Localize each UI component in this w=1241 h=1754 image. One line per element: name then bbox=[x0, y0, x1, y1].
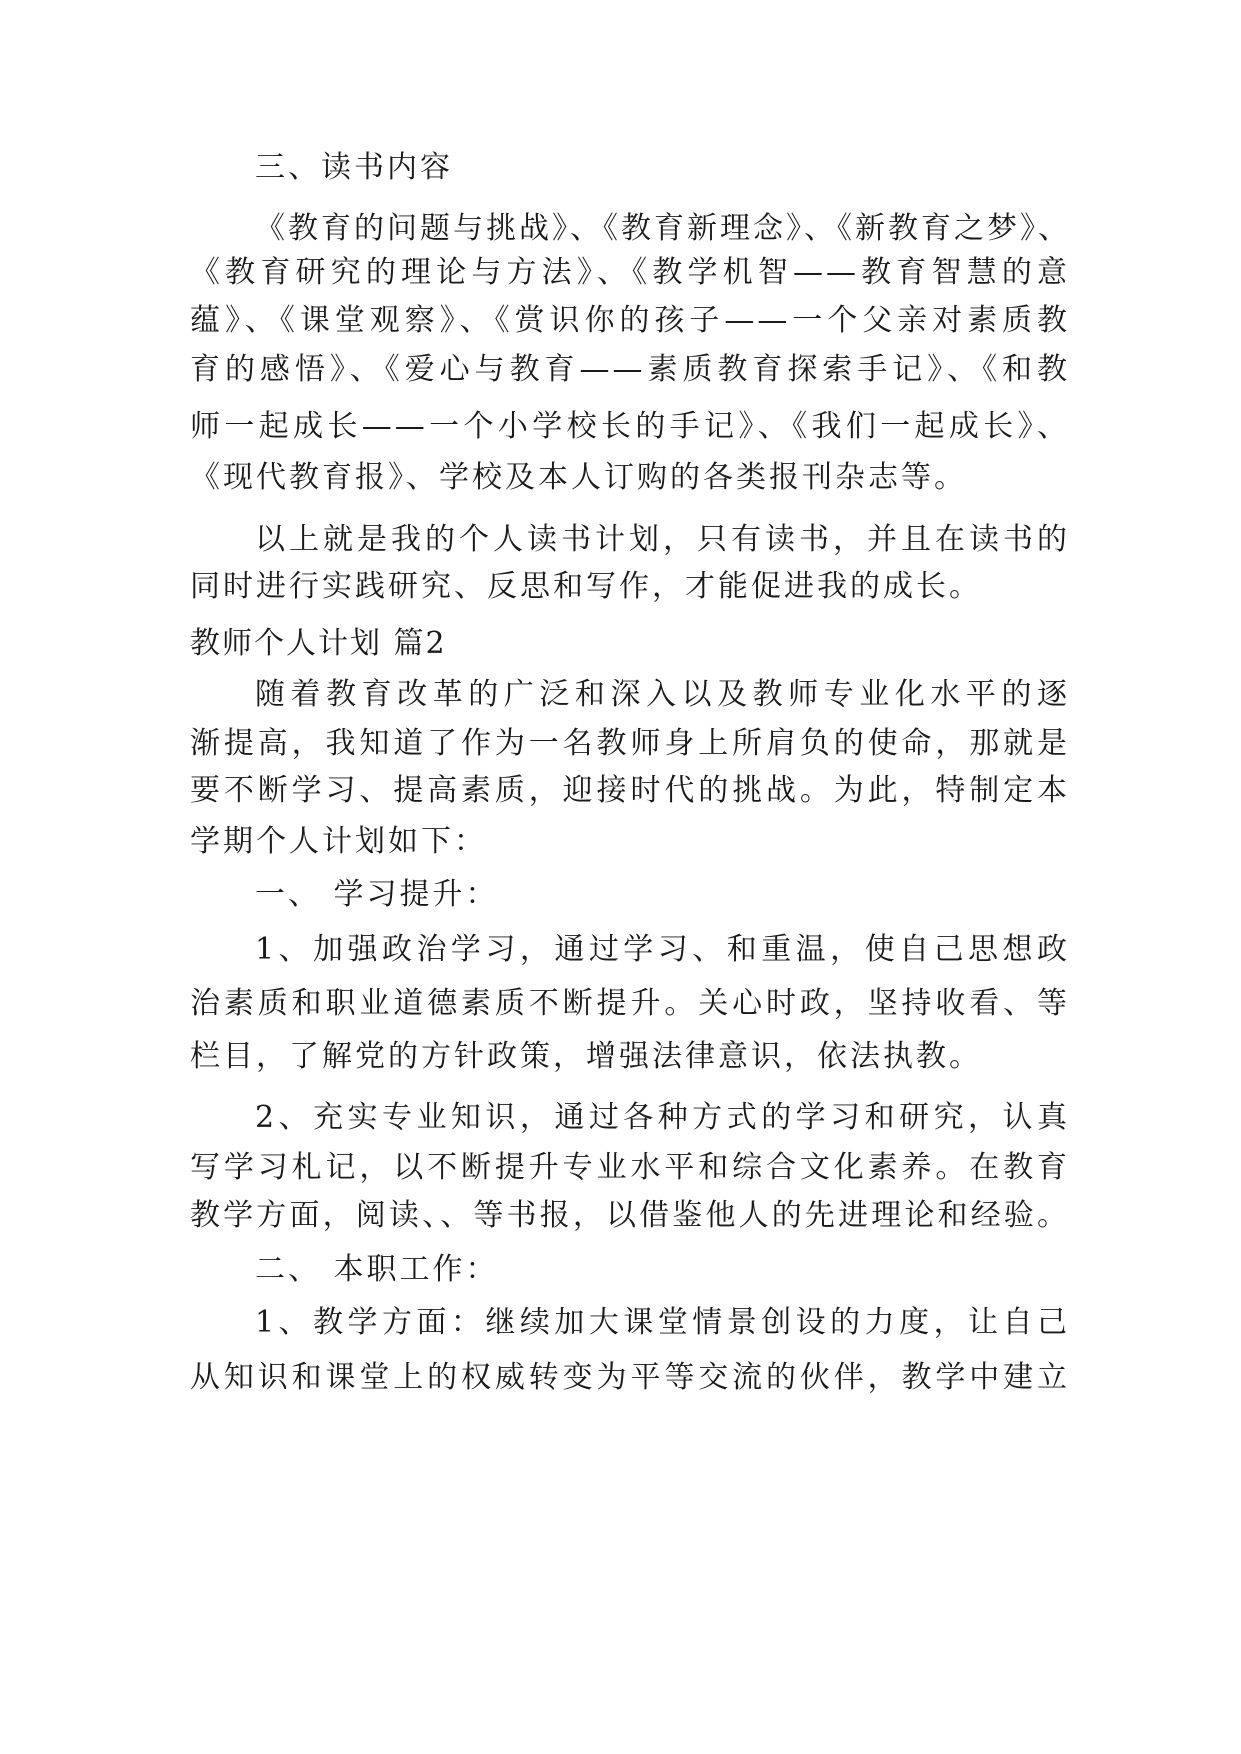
paragraph-line: 学期个人计划如下： bbox=[190, 824, 487, 859]
paragraph-line: 同时进行实践研究、反思和写作，才能促进我的成长。 bbox=[190, 569, 982, 604]
paragraph-line: 1、加强政治学习，通过学习、和重温，使自己思想政 bbox=[255, 932, 1070, 967]
paragraph-line: 渐提高，我知道了作为一名教师身上所肩负的使命，那就是 bbox=[190, 726, 1070, 761]
paragraph-line: 1、教学方面：继续加大课堂情景创设的力度，让自己 bbox=[255, 1305, 1070, 1340]
article-heading: 教师个人计划 篇2 bbox=[190, 626, 447, 661]
paragraph-line: 治素质和职业道德素质不断提升。关心时政，坚持收看、等 bbox=[190, 986, 1070, 1021]
paragraph-line: 写学习札记，以不断提升专业水平和综合文化素养。在教育 bbox=[190, 1150, 1070, 1185]
paragraph-line: 教学方面，阅读、、等书报，以借鉴他人的先进理论和经验。 bbox=[190, 1198, 1070, 1233]
paragraph-line: 栏目，了解党的方针政策，增强法律意识，依法执教。 bbox=[190, 1039, 982, 1074]
section-heading-reading-content: 三、读书内容 bbox=[255, 150, 453, 185]
paragraph-line: 育的感悟》、《爱心与教育——素质教育探索手记》、《和教 bbox=[190, 352, 1070, 387]
section-heading-study: 一、 学习提升： bbox=[255, 877, 499, 912]
paragraph-line: 《教育研究的理论与方法》、《教学机智——教育智慧的意 bbox=[190, 255, 1070, 290]
paragraph-line: 《现代教育报》、学校及本人订购的各类报刊杂志等。 bbox=[190, 460, 967, 495]
paragraph-line: 师一起成长——一个小学校长的手记》、《我们一起成长》、 bbox=[190, 409, 1070, 444]
section-heading-duties: 二、 本职工作： bbox=[255, 1252, 499, 1287]
paragraph-line: 随着教育改革的广泛和深入以及教师专业化水平的逐 bbox=[255, 677, 1070, 712]
paragraph-line: 蕴》、《课堂观察》、《赏识你的孩子——一个父亲对素质教 bbox=[190, 303, 1070, 338]
paragraph-line: 2、充实专业知识，通过各种方式的学习和研究，认真 bbox=[255, 1100, 1070, 1135]
paragraph-line: 以上就是我的个人读书计划，只有读书，并且在读书的 bbox=[255, 522, 1070, 557]
paragraph-line: 《教育的问题与挑战》、《教育新理念》、《新教育之梦》、 bbox=[255, 211, 1071, 246]
paragraph-line: 从知识和课堂上的权威转变为平等交流的伙伴，教学中建立 bbox=[190, 1360, 1070, 1395]
paragraph-line: 要不断学习、提高素质，迎接时代的挑战。为此，特制定本 bbox=[190, 773, 1070, 808]
